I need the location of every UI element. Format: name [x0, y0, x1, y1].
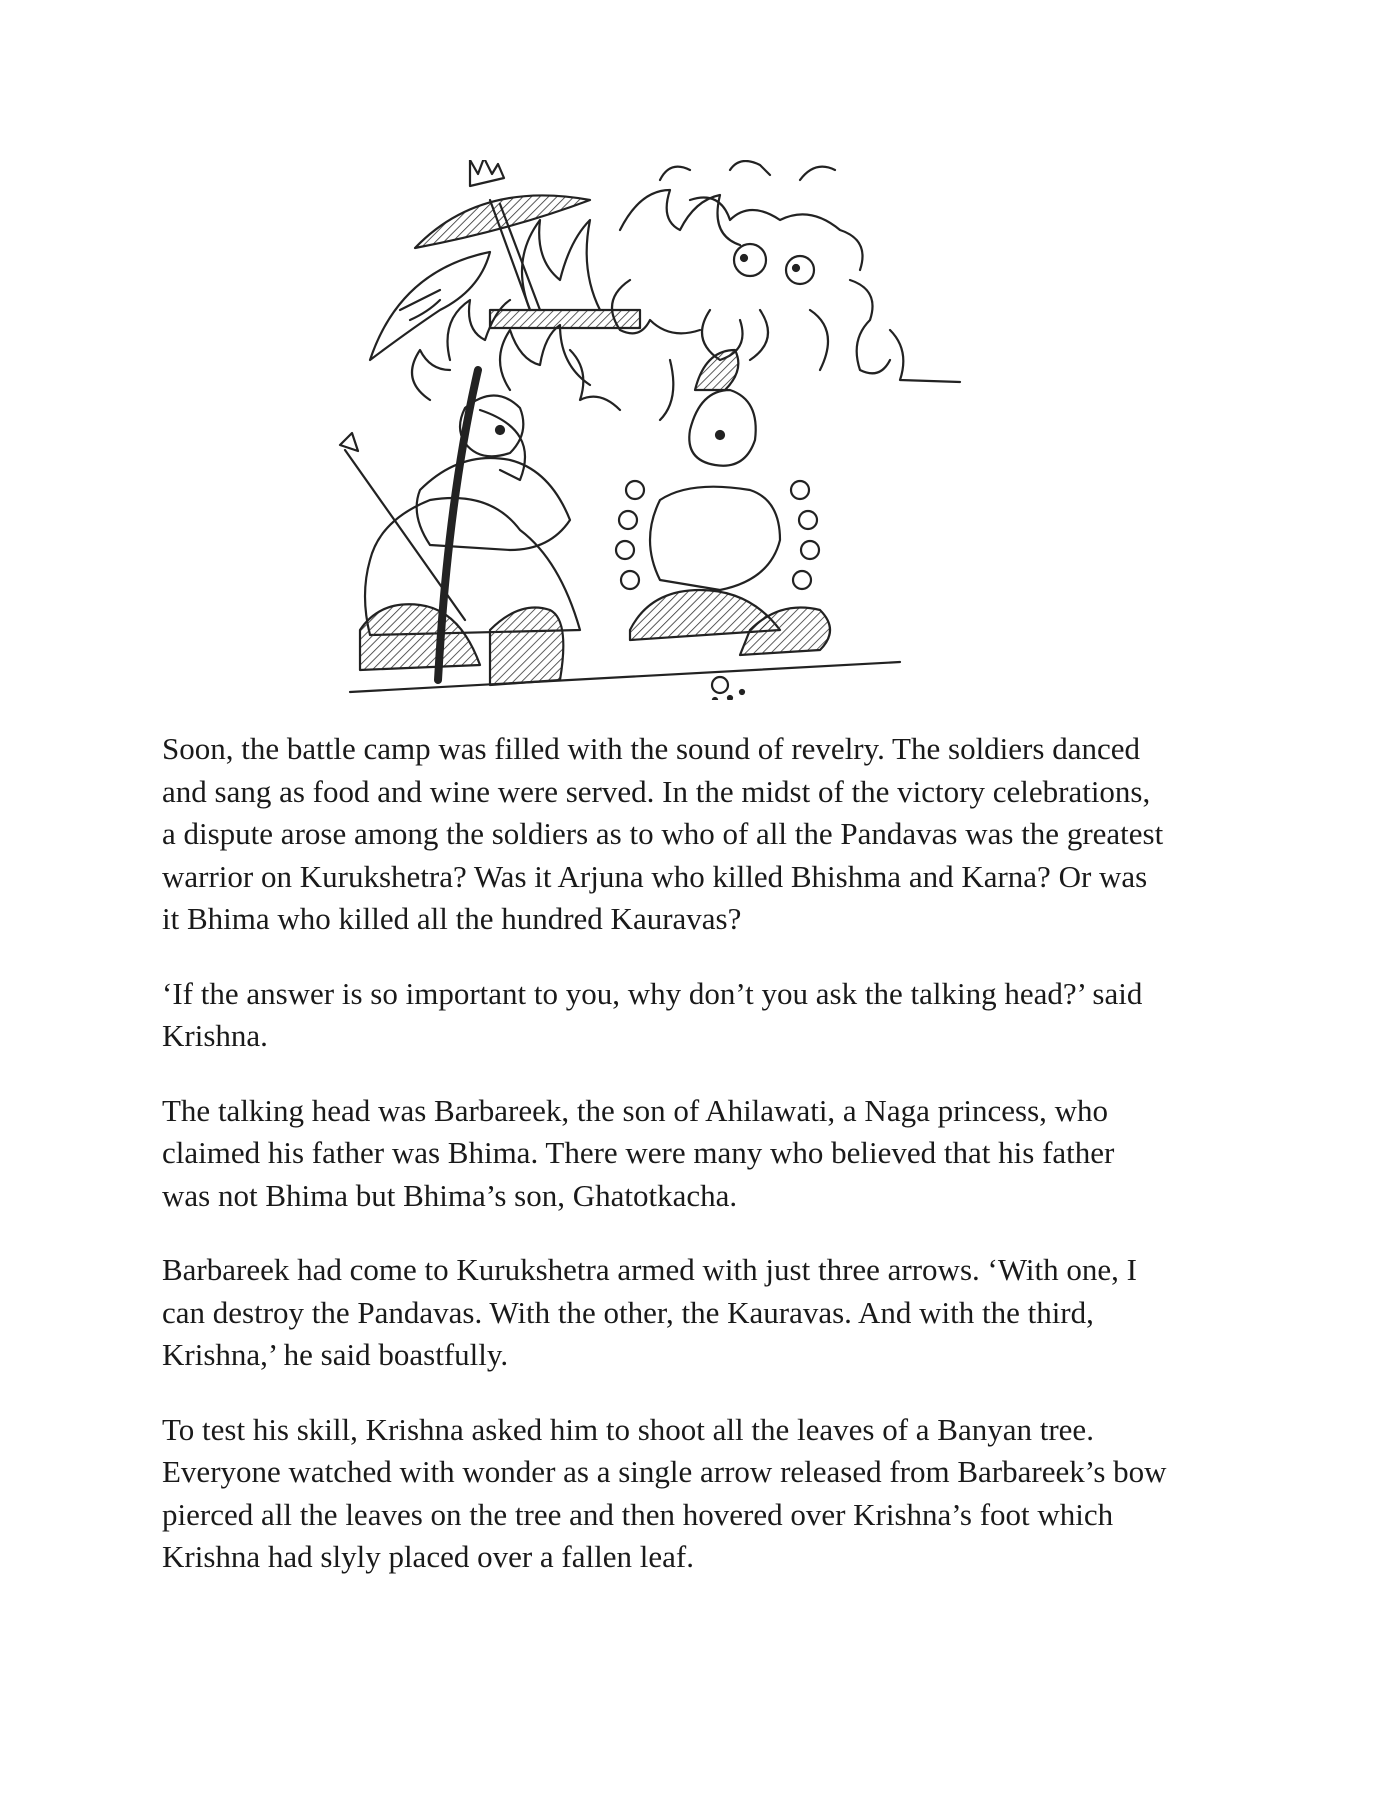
krishna-and-warrior-sketch-icon	[330, 160, 1050, 700]
story-text	[162, 728, 1242, 1611]
paragraph-barbareek-origin: The talking head was Barbareek, the son of Ahilawati, a Naga princess, who claimed his father was Bhima. There were many who believed that his father was not Bhima but Bhima’s son, Ghatotkacha.	[162, 1092, 1115, 1213]
illustration	[330, 160, 1050, 700]
paragraph-revelry: Soon, the battle camp was filled with the sound of revelry. The soldiers danced and sang as food and wine were served. In the midst of the victory celebrations, a dispute arose among the soldiers as to who of all the Pandavas was the greatest warrior on Kurukshetra? Was it Arjuna who killed Bhishma and Karna? Or was it Bhima who killed all the hundred Kauravas?	[162, 731, 1164, 936]
paragraph-krishna-quote: ‘If the answer is so important to you, why don’t you ask the talking head?’ said Krishna.	[162, 975, 1143, 1053]
paragraph-banyan-test: To test his skill, Krishna asked him to shoot all the leaves of a Banyan tree. Everyone watched with wonder as a single arrow released from Barbareek’s bow pierced all the leaves on the tree and then hovered over Krishna’s foot which Krishna had slyly placed over a fallen leaf.	[162, 1411, 1167, 1574]
paragraph-three-arrows: Barbareek had come to Kurukshetra armed with just three arrows. ‘With one, I can destroy the Pandavas. With the other, the Kauravas. And with the third, Krishna,’ he said boastfully.	[162, 1252, 1137, 1372]
